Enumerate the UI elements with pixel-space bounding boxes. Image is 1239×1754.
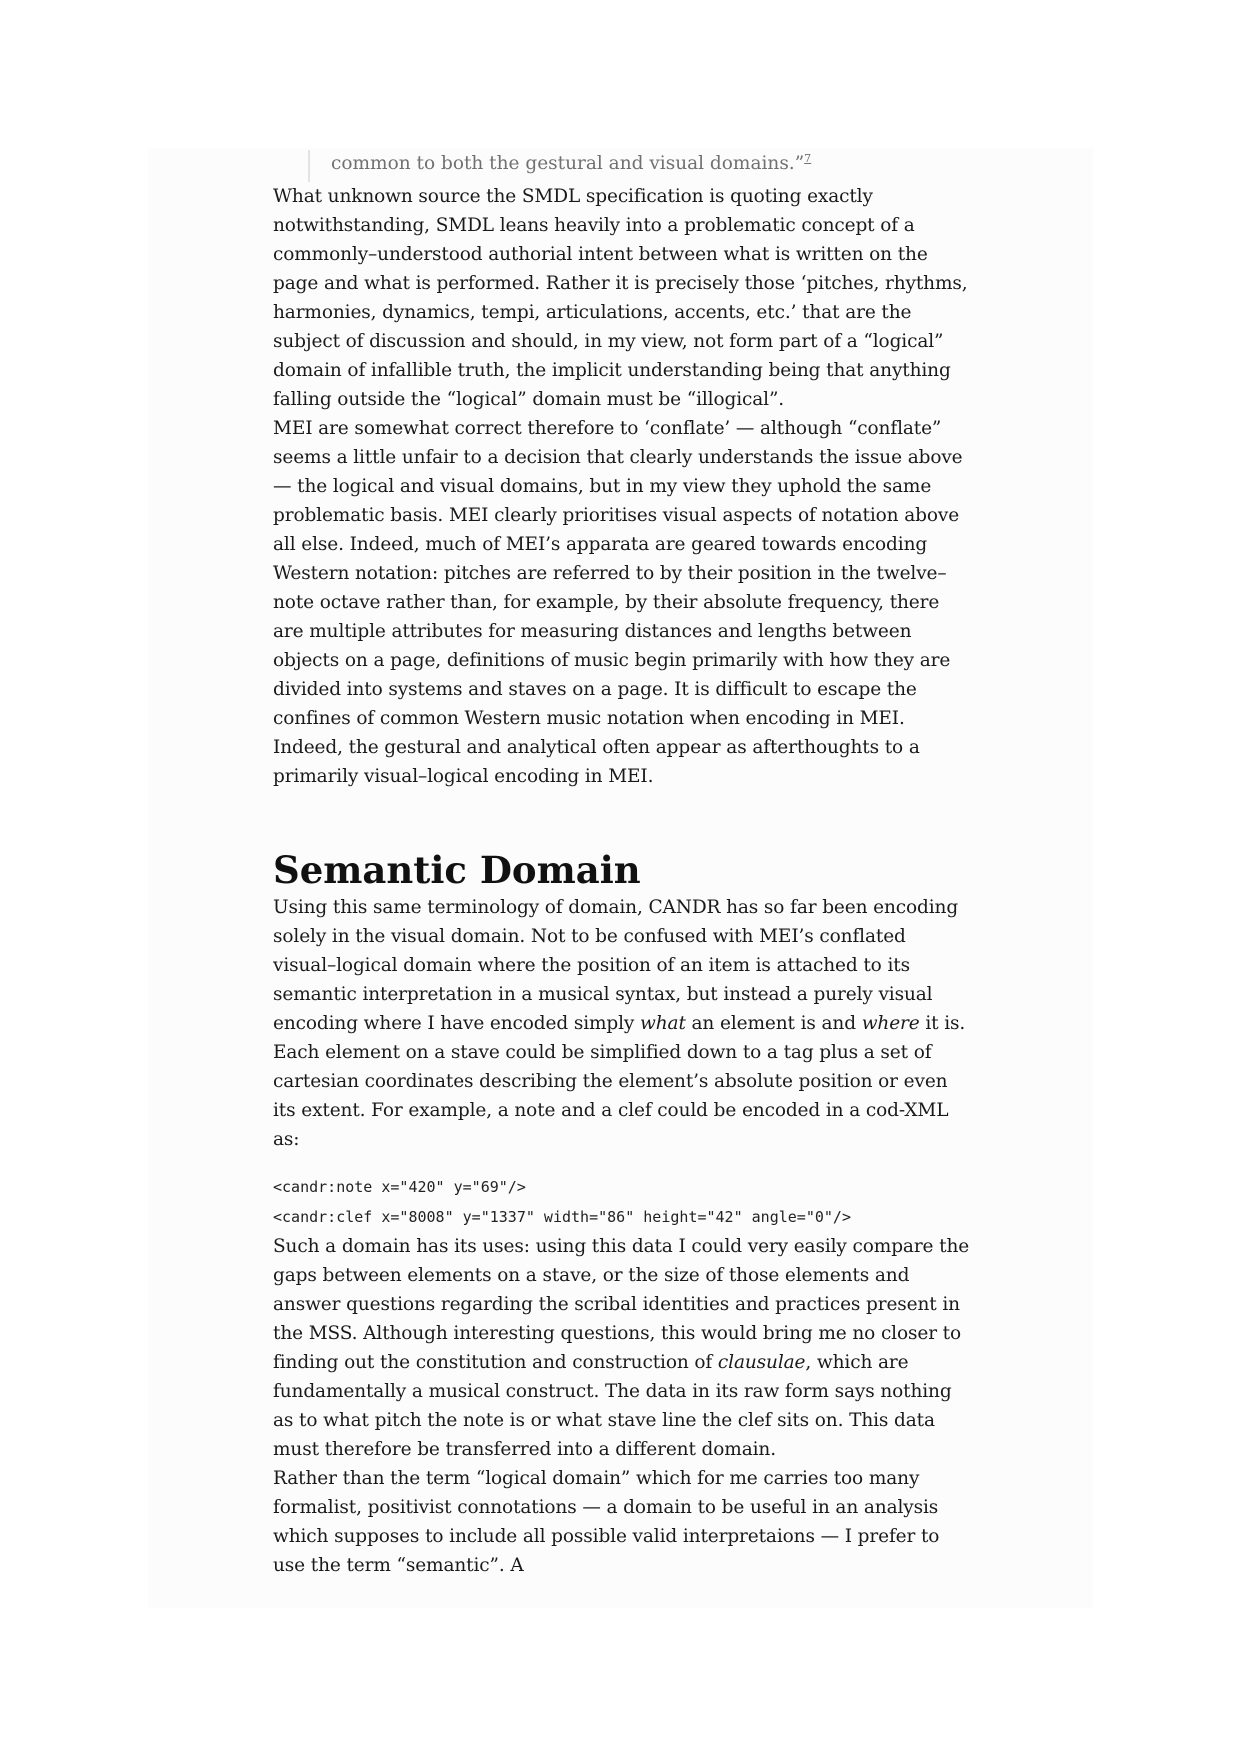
emphasis-clausulae: clausulae <box>717 1352 806 1373</box>
paragraph-mei: MEI are somewhat correct therefore to ‘conflate’ — although “conflate” seems a little unfair to a decision that clearly understands the issue above — the logical and visual domains, but in my view they uphold the same problematic basis. MEI clearly prioritises visual aspects of notation above all else. Indeed, much of MEI’s apparata are geared towards encoding Western notation: pitches are referred to by their position in the twelve–note octave rather than, for example, by their absolute frequency, there are multiple attributes for measuring distances and lengths between objects on a page, definitions of music begin primarily with how they are divided into systems and staves on a page. It is difficult to escape the confines of common Western music notation when encoding in MEI. Indeed, the gestural and analytical often appear as afterthoughts to a primarily visual–logical encoding in MEI. <box>273 418 963 787</box>
text-run: an element is and <box>685 1013 862 1034</box>
text-run: Such a domain has its uses: using this data I could very easily compare the gaps between elements on a stave, or the size of those elements and answer questions regarding the scribal identities and practices present in the MSS. Although interesting questions, this would bring me no closer to finding out the constitution and construction of <box>273 1236 970 1373</box>
paragraph-smdl: What unknown source the SMDL specification is quoting exactly notwithstanding, SMDL leans heavily into a problematic concept of a commonly–understood authorial intent between what is written on the page and what is performed. Rather it is precisely those ‘pitches, rhythms, harmonies, dynamics, tempi, articulations, accents, etc.’ that are the subject of discussion and should, in my view, not form part of a “logical” domain of infallible truth, the implicit understanding being that anything falling outside the “logical” domain must be “illogical”. <box>273 186 968 410</box>
emphasis-where: where <box>861 1013 920 1034</box>
article-content <box>273 150 973 1580</box>
quote-text: common to both the gestural and visual domains.” <box>331 153 805 174</box>
text-run: it is. Each element on a stave could be simplified down to a tag plus a set of cartesian coordinates describing the element’s absolute position or even its extent. For example, a note and a clef could be encoded in a cod-XML as: <box>273 1013 966 1150</box>
footnote-link[interactable]: 7 <box>804 151 812 165</box>
section-heading: Semantic Domain <box>273 848 641 892</box>
code-block <box>273 1172 973 1232</box>
text-run: , which are fundamentally a musical construct. The data in its raw form says nothing as to what pitch the note is or what stave line the clef sits on. This data must therefore be transferred into a different domain. <box>273 1352 952 1460</box>
code-line-clef: <candr:clef x="8008" y="1337" width="86" height="42" angle="0"/> <box>273 1208 851 1226</box>
code-line-note: <candr:note x="420" y="69"/> <box>273 1178 526 1196</box>
paragraph-semantic-term: Rather than the term “logical domain” which for me carries too many formalist, positivist connotations — a domain to be useful in an analysis which supposes to include all possible valid interpretaions — I prefer to use the term “semantic”. A <box>273 1468 940 1576</box>
blockquote <box>308 150 973 182</box>
emphasis-what: what <box>640 1013 686 1034</box>
paragraph-candr-visual <box>273 893 973 1154</box>
text-run: Using this same terminology of domain, CANDR has so far been encoding solely in the visual domain. Not to be confused with MEI’s conflated visual–logical domain where the position of an item is attached to its semantic interpretation in a musical syntax, but instead a purely visual encoding where I have encoded simply <box>273 897 959 1034</box>
paragraph-domain-uses <box>273 1232 973 1464</box>
